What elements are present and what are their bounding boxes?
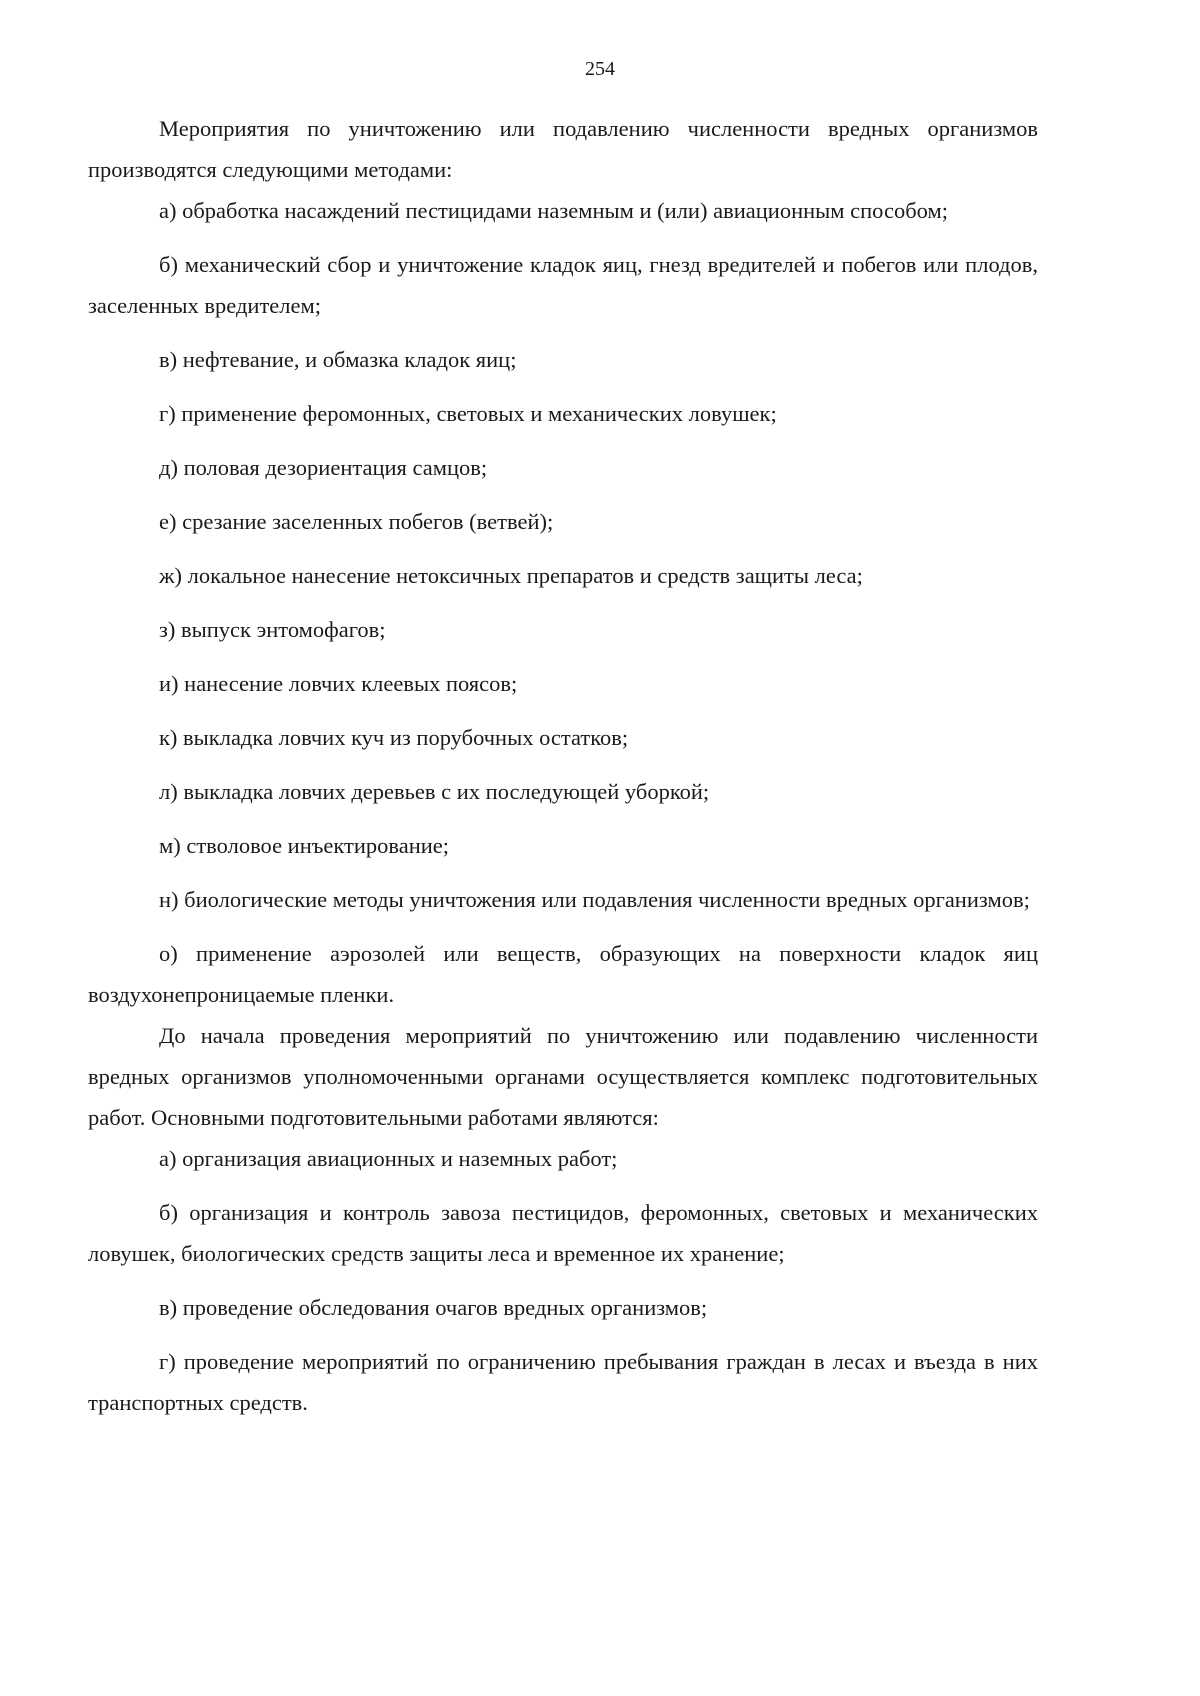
intro-paragraph: Мероприятия по уничтожению или подавлению численности вредных организмов производятся следующими методами: xyxy=(88,116,1038,182)
preparation-paragraph: До начала проведения мероприятий по уничтожению или подавлению численности вредных организмов уполномоченными органами осуществляется комплекс подготовительных работ. Основными подготовительными работами являются: xyxy=(88,1023,1038,1130)
list-item: о) применение аэрозолей или веществ, образующих на поверхности кладок яиц воздухонепроницаемые пленки. xyxy=(88,941,1038,1007)
page-number: 254 xyxy=(585,58,615,80)
document-body xyxy=(88,108,1038,1423)
list-item: в) нефтевание, и обмазка кладок яиц; xyxy=(159,347,517,372)
list-item: г) проведение мероприятий по ограничению пребывания граждан в лесах и въезда в них транспортных средств. xyxy=(88,1349,1038,1415)
list-item: л) выкладка ловчих деревьев с их последующей уборкой; xyxy=(159,779,710,804)
list-item: е) срезание заселенных побегов (ветвей); xyxy=(159,509,554,534)
list-item: з) выпуск энтомофагов; xyxy=(159,617,386,642)
list-item: в) проведение обследования очагов вредных организмов; xyxy=(159,1295,708,1320)
list-item: м) стволовое инъектирование; xyxy=(159,833,450,858)
list-item: к) выкладка ловчих куч из порубочных остатков; xyxy=(159,725,629,750)
list-item: и) нанесение ловчих клеевых поясов; xyxy=(159,671,518,696)
list-item: б) механический сбор и уничтожение кладок яиц, гнезд вредителей и побегов или плодов, заселенных вредителем; xyxy=(88,252,1038,318)
list-item: г) применение феромонных, световых и механических ловушек; xyxy=(159,401,777,426)
list-item: а) обработка насаждений пестицидами наземным и (или) авиационным способом; xyxy=(159,198,948,223)
list-item: д) половая дезориентация самцов; xyxy=(159,455,488,480)
list-item: б) организация и контроль завоза пестицидов, феромонных, световых и механических ловушек, биологических средств защиты леса и временное их хранение; xyxy=(88,1200,1038,1266)
list-item: а) организация авиационных и наземных работ; xyxy=(159,1146,618,1171)
list-item: ж) локальное нанесение нетоксичных препаратов и средств защиты леса; xyxy=(159,563,863,588)
list-item: н) биологические методы уничтожения или подавления численности вредных организмов; xyxy=(159,887,1030,912)
